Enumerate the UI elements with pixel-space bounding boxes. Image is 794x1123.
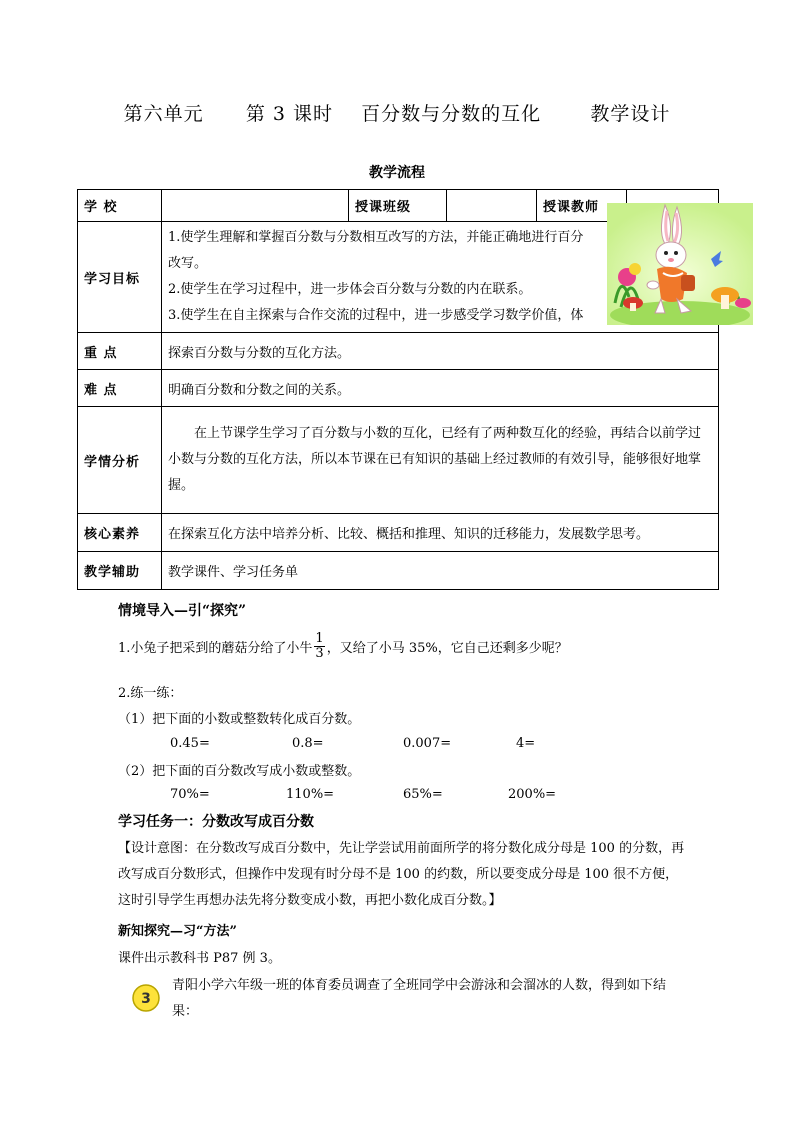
class-value[interactable] xyxy=(447,190,537,222)
fraction-one-third xyxy=(314,632,324,661)
key-text: 探索百分数与分数的互化方法。 xyxy=(162,333,719,370)
question-2: 2.练一练： xyxy=(118,686,183,701)
literacy-text: 在探索互化方法中培养分析、比较、概括和推理、知识的迁移能力，发展数学思考。 xyxy=(162,514,719,552)
q2a-item: 0.8= xyxy=(292,736,324,751)
q2a-item: 0.007= xyxy=(403,736,452,751)
class-label: 授课班级 xyxy=(349,190,447,222)
goals-label: 学习目标 xyxy=(78,222,162,333)
design-intent: 【设计意图：在分数改写成百分数中，先让学尝试用前面所学的将分数化成分母是 100 的分数，再改写成百分数形式，但操作中发现有时分母不是 100 的约数，所以要变成分母是 100 很不方便，这时引导学生再想办法先将分数变成小数，再把小数化成百分数。】 xyxy=(118,841,685,908)
q2b-item: 200%= xyxy=(508,787,557,802)
task1-heading: 学习任务一：分数改写成百分数 xyxy=(118,814,314,830)
q1-text-after: ，又给了小马 35%，它自己还剩多少呢？ xyxy=(326,641,568,656)
q1-text-before: 1.小兔子把采到的蘑菇分给了小牛 xyxy=(118,641,313,656)
example-number: 3 xyxy=(141,991,151,1007)
literacy-label: 核心素养 xyxy=(78,514,162,552)
courseware-note: 课件出示教科书 P87 例 3。 xyxy=(118,951,281,966)
school-label: 学 校 xyxy=(78,190,162,222)
difficulty-label: 难 点 xyxy=(78,370,162,407)
question-1 xyxy=(118,632,568,661)
school-value[interactable] xyxy=(162,190,349,222)
goal-line: 2.使学生在学习过程中，进一步体会百分数与分数的内在联系。 xyxy=(168,282,532,297)
aids-text: 教学课件、学习任务单 xyxy=(162,552,719,590)
example-number-icon xyxy=(131,983,161,1013)
difficulty-text: 明确百分数和分数之间的关系。 xyxy=(162,370,719,407)
page-title: 第六单元 第 3 课时 百分数与分数的互化 教学设计 xyxy=(123,103,671,125)
teacher-label: 授课教师 xyxy=(537,190,627,222)
goal-line: 改写。 xyxy=(168,256,208,271)
question-2b: （2）把下面的百分数改写成小数或整数。 xyxy=(118,764,361,779)
q2b-item: 110%= xyxy=(286,787,335,802)
section-subtitle: 教学流程 xyxy=(369,165,425,181)
question-2a: （1）把下面的小数或整数转化成百分数。 xyxy=(118,712,361,727)
aids-label: 教学辅助 xyxy=(78,552,162,590)
example-text: 青阳小学六年级一班的体育委员调查了全班同学中会游泳和会溜冰的人数，得到如下结果： xyxy=(172,978,667,1019)
key-label: 重 点 xyxy=(78,333,162,370)
fraction-denominator: 3 xyxy=(315,646,324,661)
bunny-mushroom-illustration xyxy=(607,203,753,325)
q2a-item: 0.45= xyxy=(170,736,210,751)
goal-line: 1.使学生理解和掌握百分数与分数相互改写的方法，并能正确地进行百分 xyxy=(168,230,584,245)
analysis-text: 在上节课学生学习了百分数与小数的互化，已经有了两种数互化的经验，再结合以前学过小数与分数的互化方法，所以本节课在已有知识的基础上经过教师的有效引导，能够很好地掌握。 xyxy=(162,407,719,514)
analysis-label: 学情分析 xyxy=(78,407,162,514)
fraction-numerator: 1 xyxy=(315,631,324,646)
intro-heading: 情境导入—引“探究” xyxy=(118,603,247,619)
q2b-item: 65%= xyxy=(403,787,443,802)
q2a-item: 4= xyxy=(516,736,536,751)
q2b-item: 70%= xyxy=(170,787,210,802)
goal-line: 3.使学生在自主探索与合作交流的过程中，进一步感受学习数学价值，体 xyxy=(168,308,584,323)
explore-heading: 新知探究—习“方法” xyxy=(118,924,237,939)
